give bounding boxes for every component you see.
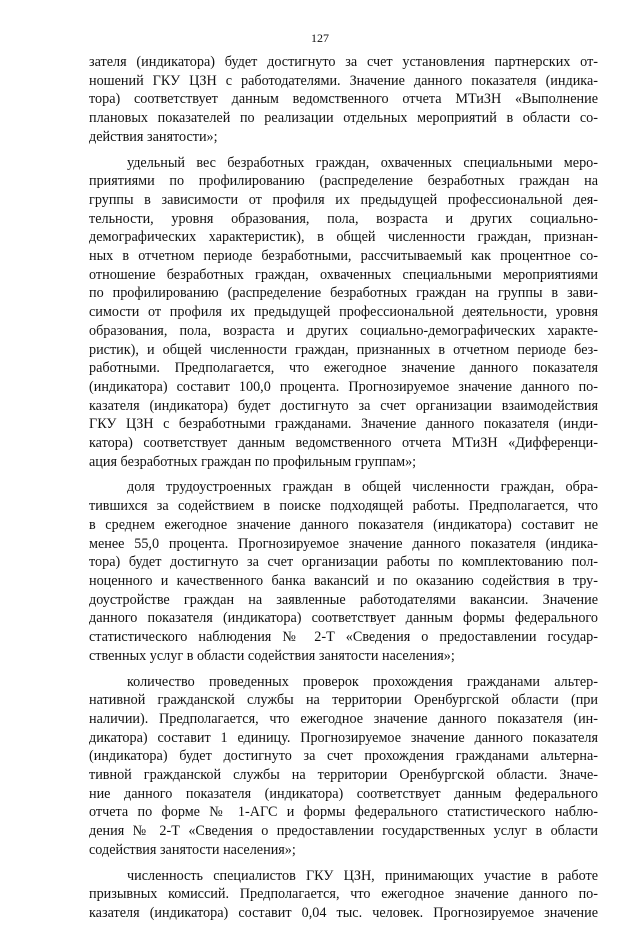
paragraph-line: содействия занятости населения»; <box>89 841 296 858</box>
paragraph-line: в среднем ежегодное значение данного показателя (индикатора) составит не <box>89 516 598 533</box>
paragraph-line: ние данного показателя (индикатора) соответствует данным федерального <box>89 785 598 802</box>
page-number: 127 <box>311 31 329 45</box>
paragraph-line: зателя (индикатора) будет достигнуто за счет установления партнерских от- <box>89 54 598 70</box>
paragraph-line: тившихся за содействием в поиске подходящей работы. Предполагается, что <box>89 498 598 515</box>
paragraph-line: нативной гражданской службы на территории Оренбургской области (при <box>89 692 598 709</box>
paragraph-line: статистического наблюдения № 2-Т «Сведения о предоставлении государ- <box>89 629 598 646</box>
paragraph-line: ноценного и качественного банка вакансий и по оказанию содействия в тру- <box>89 572 598 589</box>
paragraph-line: действия занятости»; <box>89 128 218 145</box>
paragraph-line: группы в зависимости от профиля их предыдущей профессиональной дея- <box>89 191 598 208</box>
paragraph-line: удельный вес безработных граждан, охваченных специальными меро- <box>127 154 598 171</box>
paragraph-line: плановых показателей по реализации отдельных мероприятий в области со- <box>89 110 598 127</box>
paragraph-line: тивной гражданской службы на территории Оренбургской области. Значе- <box>89 767 598 784</box>
paragraph-line: ных в отчетном периоде безработными, рассчитываемый как процентное со- <box>89 248 598 265</box>
paragraph-line: дения № 2-Т «Сведения о предоставлении государственных услуг в области <box>89 823 598 840</box>
paragraph <box>89 478 598 665</box>
paragraph-line: казателя (индикатора) будет достигнуто за счет организации взаимодействия <box>89 397 598 414</box>
paragraph-line: работными. Предполагается, что ежегодное значение данного показателя <box>89 360 598 377</box>
paragraph <box>89 867 598 923</box>
paragraph-line: ственных услуг в области содействия занятости населения»; <box>89 647 455 664</box>
paragraph-line: симости от профиля их предыдущей профессиональной деятельности, уровня <box>89 304 598 321</box>
paragraph-line: образования, пола, возраста и других социально-демографических характе- <box>89 322 598 339</box>
paragraph-line: катора) соответствует данным ведомственного отчета МТиЗН «Дифференци- <box>89 435 598 452</box>
paragraph <box>89 154 598 472</box>
paragraph-line: тельности, уровня образования, пола, возраста и других социально- <box>89 210 598 227</box>
paragraph-line: тора) соответствует данным ведомственного отчета МТиЗН «Выполнение <box>89 91 598 108</box>
paragraph-line: призывных комиссий. Предполагается, что ежегодное значение данного по- <box>89 886 598 903</box>
paragraph-line: отчета по форме № 1-АГС и формы федерального статистического наблю- <box>89 804 598 821</box>
paragraph-line: казателя (индикатора) составит 0,04 тыс. человек. Прогнозируемое значение <box>89 904 598 921</box>
paragraph-line: отношение безработных граждан, охваченных специальными мероприятиями <box>89 266 598 283</box>
paragraph-line: тора) будет достигнуто за счет организации работы по комплектованию пол- <box>89 554 598 571</box>
paragraph-line: доустройстве граждан на заявленные работодателями вакансии. Значение <box>89 591 598 608</box>
paragraph-line: количество проведенных проверок прохождения гражданами альтер- <box>127 673 598 690</box>
paragraph-line: дикатора) составит 1 единицу. Прогнозируемое значение данного показателя <box>89 729 598 746</box>
paragraph-line: доля трудоустроенных граждан в общей численности граждан, обра- <box>127 479 598 496</box>
paragraph-line: демографических характеристик), в общей численности граждан, признан- <box>89 229 598 246</box>
document-body <box>89 53 598 930</box>
paragraph-line: ношений ГКУ ЦЗН с работодателями. Значение данного показателя (индика- <box>89 72 598 89</box>
paragraph-line: ристик), и общей численности граждан, признанных в отчетном периоде без- <box>89 341 598 358</box>
paragraph-line: наличии). Предполагается, что ежегодное значение данного показателя (ин- <box>89 710 598 727</box>
paragraph <box>89 53 598 147</box>
paragraph-line: ация безработных граждан по профильным группам»; <box>89 453 417 470</box>
paragraph-line: численность специалистов ГКУ ЦЗН, принимающих участие в работе <box>127 867 598 884</box>
paragraph-line: менее 55,0 процента. Прогнозируемое значение данного показателя (индика- <box>89 535 598 552</box>
paragraph <box>89 673 598 860</box>
paragraph-line: (индикатора) составит 100,0 процента. Прогнозируемое значение данного по- <box>89 378 598 395</box>
paragraph-line: по профилированию (распределение безработных граждан на группы в зави- <box>89 285 598 302</box>
paragraph-line: (индикатора) будет достигнуто за счет прохождения гражданами альтерна- <box>89 748 598 765</box>
paragraph-line: ГКУ ЦЗН с безработными гражданами. Значение данного показателя (инди- <box>89 416 598 433</box>
paragraph-line: данного показателя (индикатора) соответствует данным формы федерального <box>89 610 598 627</box>
paragraph-line: приятиями по профилированию (распределение безработных граждан на <box>89 173 598 190</box>
